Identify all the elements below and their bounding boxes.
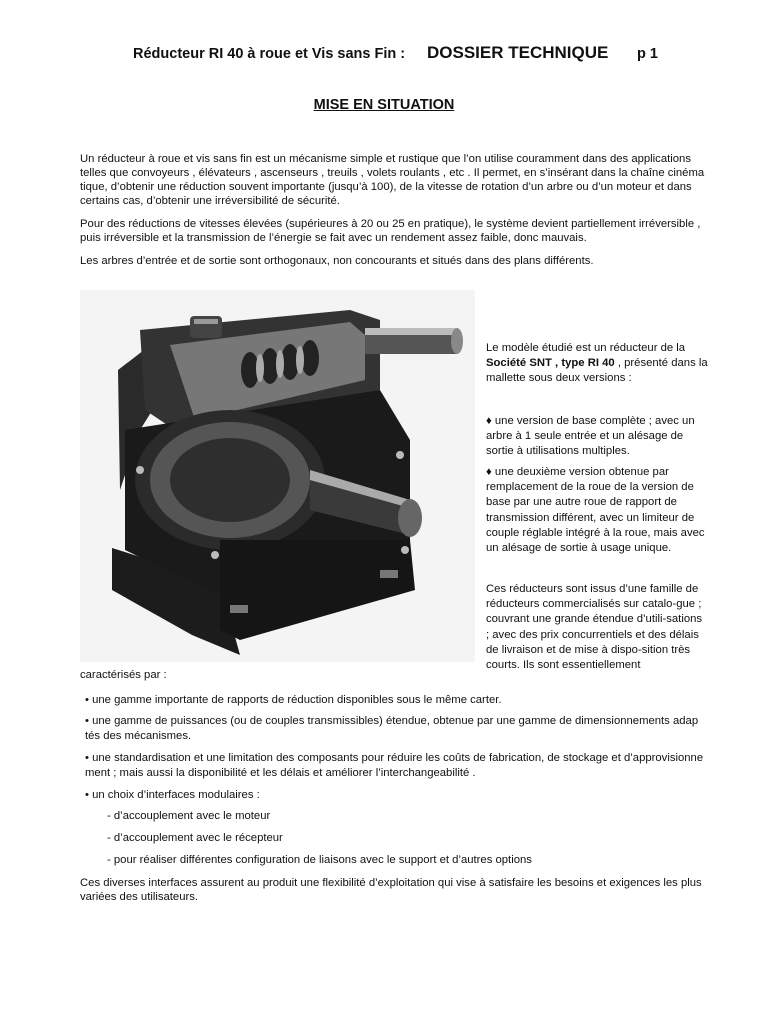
sub-bullet-motor: - d’accouplement avec le moteur — [107, 810, 271, 822]
model-description — [486, 341, 708, 387]
bullet-power-range: • une gamme de puissances (ou de couples transmissibles) étendue, obtenue par une gamme de dimensionnements adap tés des mécanismes. — [85, 715, 699, 742]
dossier-label: DOSSIER TECHNIQUE — [427, 43, 609, 62]
page-header — [0, 42, 768, 70]
version-second: ♦ une deuxième version obtenue par remplacement de la roue de la version de base par une autre roue de rapport de transmission différent, avec un limiteur de couple réglable intégré à la roue, mais avec un alésage de sortie à usage unique. — [486, 466, 705, 555]
shafts-paragraph: Les arbres d’entrée et de sortie sont orthogonaux, non concourants et situés dans des plans différents. — [80, 255, 594, 267]
model-company: Société SNT , type RI 40 — [486, 357, 615, 370]
bullet-reduction-range: • une gamme importante de rapports de réduction disponibles sous le même carter. — [85, 694, 502, 706]
section-title: MISE EN SITUATION — [313, 97, 455, 113]
gearbox-illustration — [80, 290, 475, 662]
sub-bullet-liaisons: - pour réaliser différentes configuration de liaisons avec le support et d’autres options — [107, 854, 532, 866]
bullet-standardisation: • une standardisation et une limitation des composants pour réduire les coûts de fabrication, de stockage et d’approvisionne ment ; mais aussi la disponibilité et les délais et améliorer l’interchangeabilité . — [85, 752, 704, 779]
reduction-paragraph: Pour des réductions de vitesses élevées (supérieures à 20 ou 25 en pratique), le système devient partiellement irréversible , puis irréversible et la transmission de l’énergie se fait avec un rendement assez faible, donc mauvais. — [80, 218, 701, 244]
model-intro-end: , présenté dans la mallette sous deux versions : — [486, 357, 708, 385]
document-title: Réducteur RI 40 à roue et Vis sans Fin : — [133, 46, 406, 62]
characteristics-intro: caractérisés par : — [80, 669, 167, 681]
family-paragraph: Ces réducteurs sont issus d’une famille de réducteurs commercialisés sur catalo-gue ; couvrant une grande étendue d’utili-sations ; avec des prix concurrentiels et des délais de livraison et de mise à dispo-sition très courts. Ils sont essentiellement — [486, 583, 703, 672]
intro-paragraph: Un réducteur à roue et vis sans fin est un mécanisme simple et rustique que l’on utilise couramment dans des applications telles que convoyeurs , élévateurs , ascenseurs , treuils , volets roulants , etc . Il permet, en s’insérant dans la chaîne cinéma tique, d’obtenir une réduction souvent importante (jusqu’à 100), de la vitesse de rotation d’un arbre ou d’un moteur et dans certains cas, d’obtenir une irréversibilité de sécurité. — [80, 153, 705, 207]
version-base: ♦ une version de base complète ; avec un arbre à 1 seule entrée et un alésage de sortie à utilisations multiples. — [486, 415, 695, 458]
conclusion-paragraph: Ces diverses interfaces assurent au produit une flexibilité d’exploitation qui vise à satisfaire les besoins et exigences les plus variées des utilisateurs. — [80, 877, 702, 903]
bullet-interfaces: • un choix d’interfaces modulaires : — [85, 789, 260, 801]
page-number: p 1 — [637, 46, 658, 62]
sub-bullet-receiver: - d’accouplement avec le récepteur — [107, 832, 283, 844]
gearbox-photo — [80, 290, 475, 662]
model-intro-text: Le modèle étudié est un réducteur de la — [486, 342, 686, 354]
